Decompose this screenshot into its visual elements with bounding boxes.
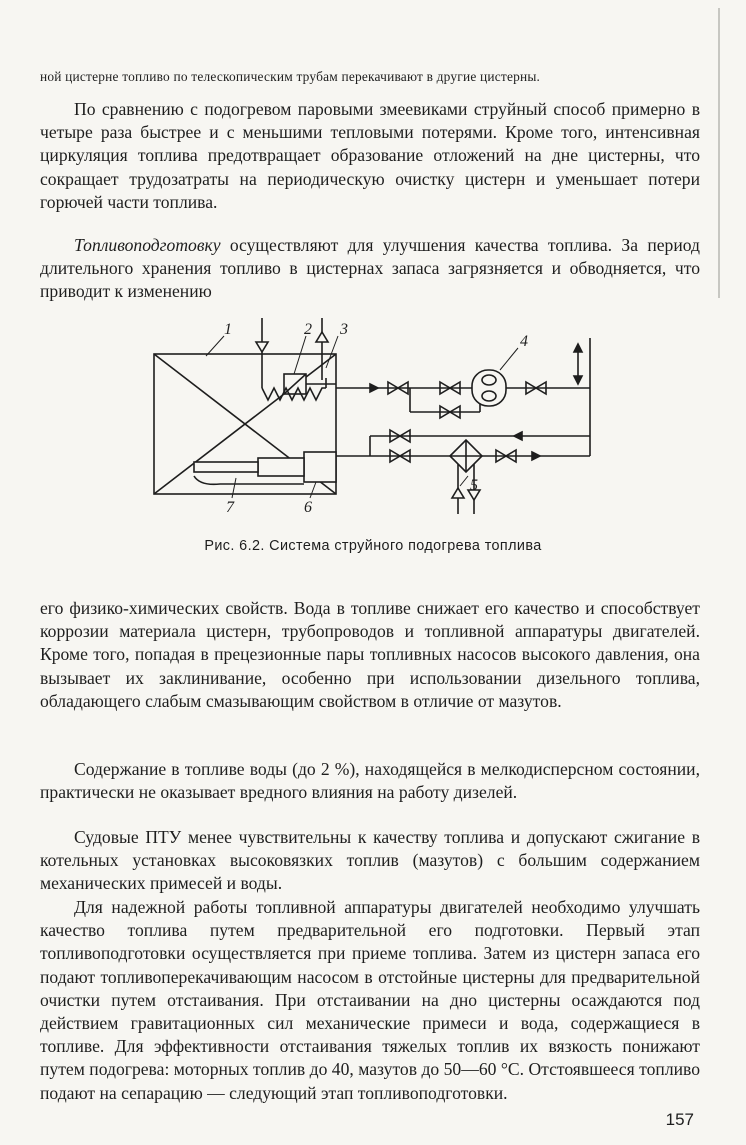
paragraph-water-content: Содержание в топливе воды (до 2 %), находящейся в мелкодисперсном состоянии, практически не оказывает вредного влияния на работу дизелей. xyxy=(40,759,700,803)
label-2: 2 xyxy=(304,321,312,338)
term-fuel-preparation: Топливоподготовку xyxy=(74,235,221,255)
page-edge-line xyxy=(718,8,720,298)
label-6: 6 xyxy=(304,499,312,516)
paragraph-ptu: Судовые ПТУ менее чувствительны к качеству топлива и допускают сжигание в котельных установках высоковязких топлив (мазутов) с большим содержанием механических примесей и воды. xyxy=(40,827,700,894)
paragraph-water-effects: его физико-химических свойств. Вода в топливе снижает его качество и способствует коррозии материала цистерн, трубопроводов и топливной аппаратуры двигателей. Кроме того, попадая в прецезионные пары топливных насосов высокого давления, она вызывает их заклинивание, особенно при использовании дизельного топлива, обладающего слабым смазывающим свойством в отличие от мазутов. xyxy=(40,598,700,711)
inlet-arrow-icon xyxy=(256,342,268,352)
label-5: 5 xyxy=(470,477,478,494)
label-7: 7 xyxy=(226,499,234,516)
jet-device xyxy=(304,452,336,482)
jet-heating-diagram xyxy=(140,308,610,528)
paragraph-preparation-stages: Для надежной работы топливной аппаратуры двигателей необходимо улучшать качество топлива путем предварительной его подготовки. Первый этап топливоподготовки осуществляется при приеме топлива. Затем из цистерн запаса его подают топливоперекачивающим насосом в отстойные цистерны для предварительной очистки путем отстаивания. При отстаивании на дно цистерны осаждаются под действием гравитационных сил механические примеси и вода, содержащиеся в топливе. Для эффективности отстаивания тяжелых топлив их вязкость понижают путем подогрева: моторных топлив до 40, мазутов до 50—60 °С. Отстоявшееся топливо подают на сепарацию — следующий этап топливоподготовки. xyxy=(40,897,700,1103)
top-fragment-text: ной цистерне топливо по телескопическим трубам перекачивают в другие цистерны. xyxy=(40,69,541,85)
figure-caption: Рис. 6.2. Система струйного подогрева топлива xyxy=(204,538,542,554)
page-number: 157 xyxy=(665,1110,694,1129)
paragraph-fuel-preparation xyxy=(40,234,700,304)
label-1: 1 xyxy=(224,321,232,338)
paragraph-jet-heating-advantages: По сравнению с подогревом паровыми змеевиками струйный способ примерно в четыре раза быстрее и с меньшими тепловыми потерями. Кроме того, интенсивная циркуляция топлива предотвращает образование отложений на дне цистерны, что сокращает трудозатраты на периодическую очистку цистерн и уменьшает потери горючей части топлива. xyxy=(40,99,700,212)
outlet-arrow-icon xyxy=(316,332,328,342)
label-4: 4 xyxy=(520,333,528,350)
label-3: 3 xyxy=(340,321,348,338)
paragraph-fuel-preparation-text: осуществляют для улучшения качества топлива. За период длительного хранения топливо в цистернах запаса загрязняется и обводняется, что приводит к изменению xyxy=(40,235,700,302)
